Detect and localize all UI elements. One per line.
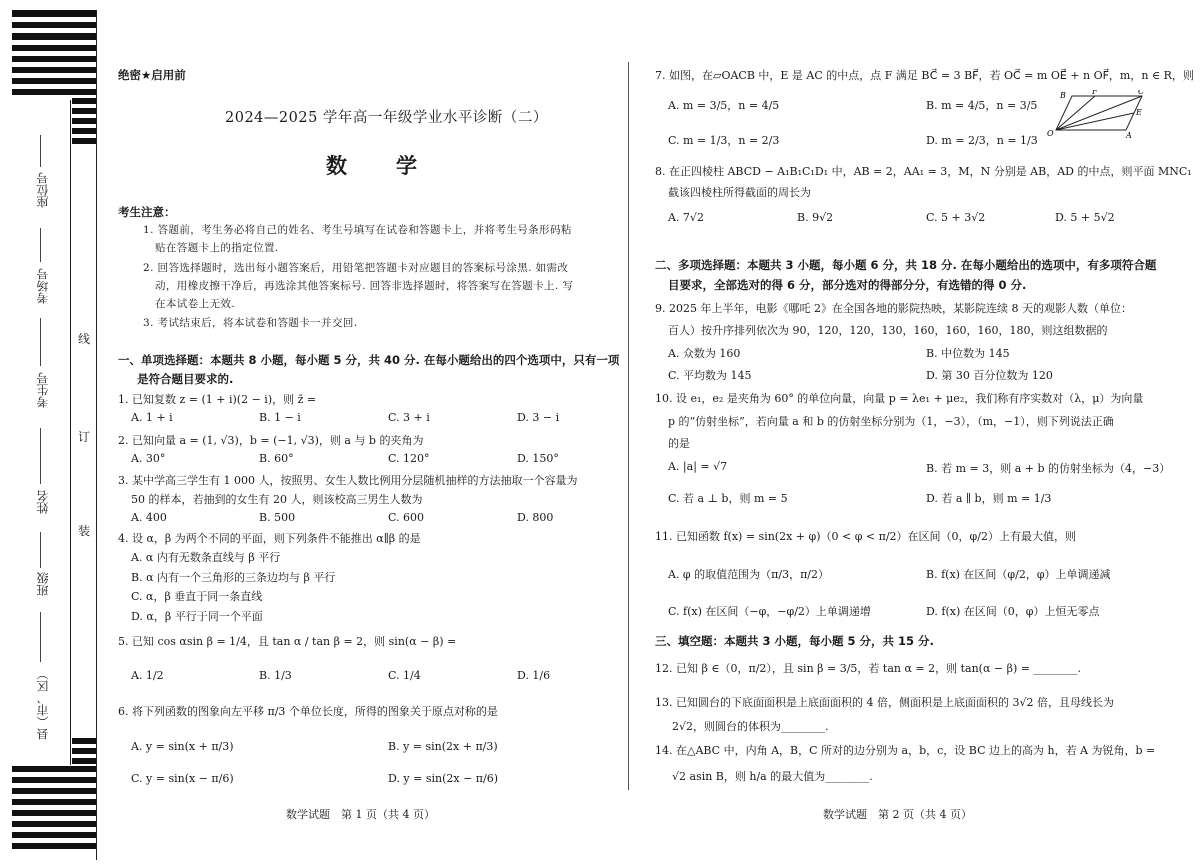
q3-option-a: A. 400 — [131, 511, 167, 524]
question-3-cont: 50 的样本，若抽到的女生有 20 人，则该校高三男生人数为 — [131, 493, 423, 506]
notice-line: 3. 考试结束后，将本试卷和答题卡一并交回. — [143, 317, 358, 329]
q7-option-a: A. m = 3/5，n = 4/5 — [668, 99, 780, 112]
point-b-label: B — [1060, 91, 1066, 100]
question-13-cont: 2√2，则圆台的体积为________. — [672, 720, 829, 733]
q9-option-b: B. 中位数为 145 — [926, 347, 1010, 360]
question-5: 5. 已知 cos αsin β = 1/4，且 tan α / tan β = 2，则 sin(α − β) = — [118, 635, 457, 648]
question-10: 10. 设 e₁，e₂ 是夹角为 60° 的单位向量，向量 p = λe₁ + μe₂，我们称有序实数对（λ，μ）为向量 — [655, 392, 1144, 405]
q11-option-c: C. f(x) 在区间（−φ，−φ/2）上单调递增 — [668, 605, 871, 618]
question-10-cont: 的是 — [668, 437, 690, 450]
question-14: 14. 在△ABC 中，内角 A，B，C 所对的边分别为 a，b，c，设 BC 边上的高为 h，若 A 为锐角，b = — [655, 744, 1156, 757]
q1-option-c: C. 3 + i — [388, 411, 430, 424]
point-e-label: E — [1136, 108, 1142, 117]
q8-option-a: A. 7√2 — [668, 211, 704, 224]
q1-option-b: B. 1 − i — [259, 411, 301, 424]
point-f-label: F — [1092, 90, 1098, 96]
county-label: 县（市、区） — [36, 668, 50, 740]
subject-title: 数 学 — [326, 154, 431, 178]
q2-option-b: B. 60° — [259, 452, 294, 465]
name-label: 姓名 — [36, 490, 50, 514]
notice-line: 贴在答题卡上的指定位置. — [155, 242, 279, 254]
class-line — [40, 532, 41, 568]
point-c-label: C — [1138, 90, 1145, 96]
page-1-footer: 数学试题 第 1 页（共 4 页） — [286, 808, 435, 821]
section-3-heading: 三、填空题：本题共 3 小题，每小题 5 分，共 15 分. — [655, 634, 934, 648]
question-8: 8. 在正四棱柱 ABCD − A₁B₁C₁D₁ 中，AB = 2，AA₁ = 3，M，N 分别是 AB，AD 的中点，则平面 MNC₁ — [655, 165, 1192, 178]
question-3: 3. 某中学高三学生有 1 000 人，按照男、女生人数比例用分层随机抽样的方法抽取一个容量为 — [118, 474, 578, 487]
confidential-mark: 绝密★启用前 — [118, 68, 186, 82]
question-8-cont: 截该四棱柱所得截面的周长为 — [668, 186, 811, 199]
question-9-cont: 百人）按升序排列依次为 90，120，120，130，160，160，160，180，则这组数据的 — [668, 324, 1108, 337]
question-14-cont: √2 asin B，则 h/a 的最大值为________. — [672, 770, 873, 783]
q2-option-d: D. 150° — [517, 452, 559, 465]
notice-heading: 考生注意： — [118, 205, 176, 219]
seat-number-label: 座位号 — [36, 172, 50, 208]
question-10-cont: p 的“仿射坐标”，若向量 a 和 b 的仿射坐标分别为（1，−3），（m，−1），则下列说法正确 — [668, 415, 1114, 428]
q1-option-d: D. 3 − i — [517, 411, 560, 424]
q6-option-a: A. y = sin(x + π/3) — [131, 740, 234, 753]
exam-title: 2024—2025 学年高一年级学业水平诊断（二） — [225, 110, 548, 126]
question-12: 12. 已知 β ∈（0，π/2），且 sin β = 3/5，若 tan α = 2，则 tan(α − β) = ________. — [655, 662, 1081, 675]
q10-option-b: B. 若 m = 3，则 a + b 的仿射坐标为（4，−3） — [926, 462, 1171, 475]
q1-option-a: A. 1 + i — [131, 411, 173, 424]
page-2-footer: 数学试题 第 2 页（共 4 页） — [823, 808, 972, 821]
point-a-label: A — [1126, 131, 1132, 138]
q9-option-a: A. 众数为 160 — [668, 347, 741, 360]
section-2-heading-cont: 目要求，全部选对的得 6 分，部分选对的得部分分，有选错的得 0 分. — [668, 278, 1027, 292]
q4-option-c: C. α，β 垂直于同一条直线 — [131, 590, 263, 603]
q3-option-d: D. 800 — [517, 511, 554, 524]
fold-mark-bind: 订 — [78, 430, 91, 444]
q7-option-c: C. m = 1/3，n = 2/3 — [668, 134, 780, 147]
q11-option-d: D. f(x) 在区间（0，φ）上恒无零点 — [926, 605, 1100, 618]
q8-option-c: C. 5 + 3√2 — [926, 211, 986, 224]
q4-option-d: D. α，β 平行于同一个平面 — [131, 610, 263, 623]
notice-line: 在本试卷上无效. — [155, 298, 236, 310]
q10-option-c: C. 若 a ⊥ b，则 m = 5 — [668, 492, 788, 505]
section-2-heading: 二、多项选择题：本题共 3 小题，每小题 6 分，共 18 分. 在每小题给出的选项中，有多项符合题 — [655, 258, 1157, 272]
parallelogram-figure — [1046, 90, 1146, 138]
section-1-heading-cont: 是符合题目要求的. — [137, 372, 234, 386]
seat-number-line — [40, 135, 41, 167]
fold-mark-line: 线 — [78, 332, 91, 346]
name-line — [40, 428, 41, 484]
class-label: 班级 — [36, 572, 50, 596]
county-line — [40, 612, 41, 662]
q10-option-a: A. |a| = √7 — [668, 460, 728, 473]
fold-mark-staple: 装 — [78, 524, 91, 538]
q9-option-d: D. 第 30 百分位数为 120 — [926, 369, 1053, 382]
q5-option-c: C. 1/4 — [388, 669, 421, 682]
q8-option-d: D. 5 + 5√2 — [1055, 211, 1115, 224]
q3-option-c: C. 600 — [388, 511, 425, 524]
notice-line: 2. 回答选择题时，选出每小题答案后，用铅笔把答题卡对应题目的答案标号涂黑. 如需改 — [143, 262, 569, 274]
page-divider — [628, 62, 629, 790]
q6-option-c: C. y = sin(x − π/6) — [131, 772, 234, 785]
exam-room-line — [40, 228, 41, 262]
q2-option-c: C. 120° — [388, 452, 430, 465]
q9-option-c: C. 平均数为 145 — [668, 369, 752, 382]
q10-option-d: D. 若 a ∥ b，则 m = 1/3 — [926, 492, 1052, 505]
q5-option-d: D. 1/6 — [517, 669, 551, 682]
q11-option-a: A. φ 的取值范围为（π/3，π/2） — [668, 568, 830, 581]
q5-option-b: B. 1/3 — [259, 669, 292, 682]
q6-option-b: B. y = sin(2x + π/3) — [388, 740, 498, 753]
q5-option-a: A. 1/2 — [131, 669, 164, 682]
candidate-number-line — [40, 318, 41, 366]
q4-option-b: B. α 内有一个三角形的三条边均与 β 平行 — [131, 571, 336, 584]
question-13: 13. 已知圆台的下底面面积是上底面面积的 4 倍，侧面积是上底面面积的 3√2 倍，且母线长为 — [655, 696, 1114, 709]
question-9: 9. 2025 年上半年，电影《哪吒 2》在全国各地的影院热映，某影院连续 8 天的观影人数（单位： — [655, 302, 1132, 315]
exam-room-label: 考场号 — [36, 268, 50, 304]
notice-line: 动，用橡皮擦干净后，再选涂其他答案标号. 回答非选择题时，将答案写在答题卡上. 写 — [155, 280, 574, 292]
q8-option-b: B. 9√2 — [797, 211, 834, 224]
candidate-number-label: 考生号 — [36, 372, 50, 408]
question-1: 1. 已知复数 z = (1 + i)(2 − i)，则 z̄ = — [118, 393, 317, 406]
q11-option-b: B. f(x) 在区间（φ/2，φ）上单调递减 — [926, 568, 1111, 581]
q4-option-a: A. α 内有无数条直线与 β 平行 — [131, 551, 281, 564]
section-1-heading: 一、单项选择题：本题共 8 小题，每小题 5 分，共 40 分. 在每小题给出的四个选项中，只有一项 — [118, 353, 620, 367]
q6-option-d: D. y = sin(2x − π/6) — [388, 772, 499, 785]
q3-option-b: B. 500 — [259, 511, 296, 524]
question-2: 2. 已知向量 a = (1, √3)，b = (−1, √3)，则 a 与 b 的夹角为 — [118, 434, 424, 447]
notice-line: 1. 答题前，考生务必将自己的姓名、考生号填写在试卷和答题卡上，并将考生号条形码粘 — [143, 224, 572, 236]
q7-option-b: B. m = 4/5，n = 3/5 — [926, 99, 1038, 112]
question-6: 6. 将下列函数的图象向左平移 π/3 个单位长度，所得的图象关于原点对称的是 — [118, 705, 498, 718]
point-o-label: O — [1047, 129, 1054, 138]
question-7: 7. 如图，在▱OACB 中，E 是 AC 的中点，点 F 满足 BC⃗ = 3 BF⃗，若 OC⃗ = m OE⃗ + n OF⃗，m，n ∈ R，则 — [655, 69, 1194, 82]
question-4: 4. 设 α，β 为两个不同的平面，则下列条件不能推出 α∥β 的是 — [118, 532, 421, 545]
q7-option-d: D. m = 2/3，n = 1/3 — [926, 134, 1038, 147]
q2-option-a: A. 30° — [131, 452, 166, 465]
question-11: 11. 已知函数 f(x) = sin(2x + φ)（0 < φ < π/2）在区间（0，φ/2）上有最大值，则 — [655, 530, 1076, 543]
